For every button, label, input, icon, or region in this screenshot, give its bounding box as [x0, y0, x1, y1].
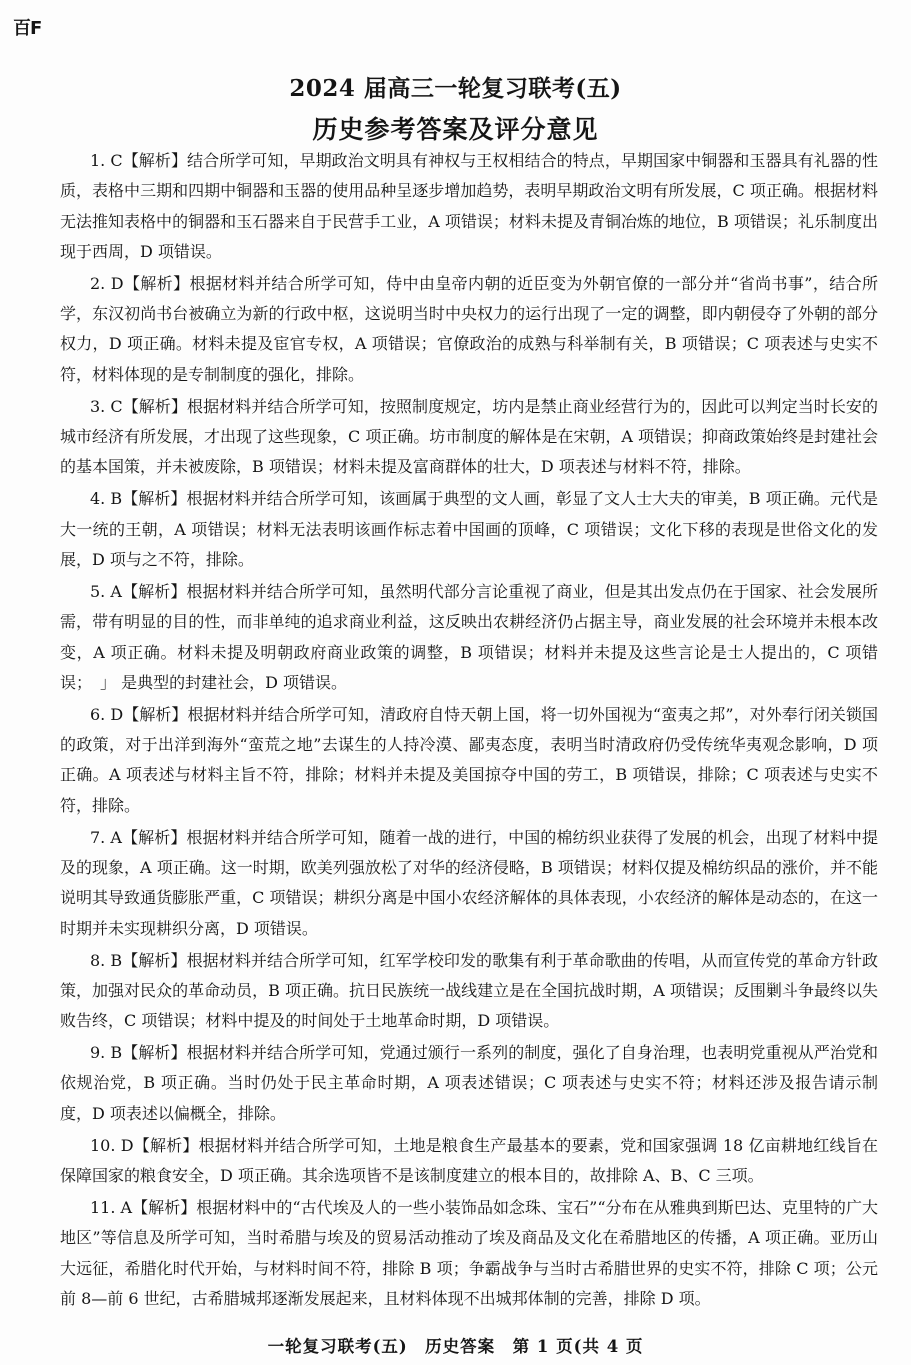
answer-item-7: 7. A【解析】根据材料并结合所学可知，随着一战的进行，中国的棉纺织业获得了发展的机会，出现了材料中提及的现象，A 项正确。这一时期，欧美列强放松了对华的经济侵略，B 项错误；材料仅提及棉纺织品的涨价，并不能说明其导致通货膨胀严重，C 项错误；耕织分离是中国小农经济解体的具体表现，小农经济的解体是动态的，在这一时期并未实现耕织分离，D 项错误。	[60, 827, 878, 938]
answer-item-3: 3. C【解析】根据材料并结合所学可知，按照制度规定，坊内是禁止商业经营行为的，因此可以判定当时长安的城市经济有所发展，才出现了这些现象，C 项正确。坊市制度的解体是在宋朝，A 项错误；抑商政策始终是封建社会的基本国策，并未被废除，B 项错误；材料未提及富商群体的壮大，D 项表述与材料不符，排除。	[60, 396, 878, 477]
answer-list	[60, 146, 878, 1316]
answer-item-10: 10. D【解析】根据材料并结合所学可知，土地是粮食生产最基本的要素，党和国家强调 18 亿亩耕地红线旨在保障国家的粮食安全，D 项正确。其余选项皆不是该制度建立的根本目的，故排除 A、B、C 三项。	[60, 1135, 878, 1185]
answer-item-4: 4. B【解析】根据材料并结合所学可知，该画属于典型的文人画，彰显了文人士大夫的审美，B 项正确。元代是大一统的王朝，A 项错误；材料无法表明该画作标志着中国画的顶峰，C 项错误；文化下移的表现是世俗文化的发展，D 项与之不符，排除。	[60, 489, 878, 569]
answer-item-6: 6. D【解析】根据材料并结合所学可知，清政府自恃天朝上国，将一切外国视为“蛮夷之邦”，对外奉行闭关锁国的政策，对于出洋到海外“蛮荒之地”去谋生的人持冷漠、鄙夷态度，表明当时清政府仍受传统华夷观念影响，D 项正确。A 项表述与材料主旨不符，排除；材料并未提及美国掠夺中国的劳工，B 项错误，排除；C 项表述与史实不符，排除。	[60, 704, 878, 815]
answer-item-9: 9. B【解析】根据材料并结合所学可知，党通过颁行一系列的制度，强化了自身治理，也表明党重视从严治党和依规治党，B 项正确。当时仍处于民主革命时期，A 项表述错误；C 项表述与史实不符；材料还涉及报告请示制度，D 项表述以偏概全，排除。	[60, 1043, 878, 1123]
answer-item-11: 11. A【解析】根据材料中的“古代埃及人的一些小装饰品如念珠、宝石”“分布在从雅典到斯巴达、克里特的广大地区”等信息及所学可知，当时希腊与埃及的贸易活动推动了埃及商品及文化在希腊地区的传播，A 项正确。亚历山大远征，希腊化时代开始，与材料时间不符，排除 B 项；争霸战争与当时古希腊世界的史实不符，排除 C 项；公元前 8—前 6 世纪，古希腊城邦逐渐发展起来，且材料体现不出城邦体制的完善，排除 D 项。	[60, 1197, 878, 1308]
answer-item-5: 5. A【解析】根据材料并结合所学可知，虽然明代部分言论重视了商业，但是其出发点仍在于国家、社会发展所需，带有明显的目的性，而非单纯的追求商业利益，这反映出农耕经济仍占据主导，商业发展的社会环境并未根本改变，A 项正确。材料未提及明朝政府商业政策的调整，B 项错误；材料并未提及这些言论是士人提出的，C 项错误； 」 是典型的封建社会，D 项错误。	[60, 581, 878, 692]
document-subtitle: 历史参考答案及评分意见	[312, 115, 599, 144]
publisher-logo: 百F	[13, 18, 42, 39]
exam-title: 2024 届高三一轮复习联考(五)	[289, 75, 622, 102]
answer-item-8: 8. B【解析】根据材料并结合所学可知，红军学校印发的歌集有利于革命歌曲的传唱，从而宣传党的革命方针政策，加强对民众的革命动员，B 项正确。抗日民族统一战线建立是在全国抗战时期，A 项错误；反围剿斗争最终以失败告终，C 项错误；材料中提及的时间处于土地革命时期，D 项错误。	[60, 950, 878, 1031]
page-footer: 一轮复习联考(五) 历史答案 第 1 页(共 4 页	[267, 1337, 644, 1356]
answer-item-1: 1. C【解析】结合所学可知，早期政治文明具有神权与王权相结合的特点，早期国家中铜器和玉器具有礼器的性质，表格中三期和四期中铜器和玉器的使用品种呈逐步增加趋势，表明早期政治文明有所发展，C 项正确。根据材料无法推知表格中的铜器和玉石器来自于民营手工业，A 项错误；材料未提及青铜冶炼的地位，B 项错误；礼乐制度出现于西周，D 项错误。	[60, 151, 878, 261]
answer-item-2: 2. D【解析】根据材料并结合所学可知，侍中由皇帝内朝的近臣变为外朝官僚的一部分并“省尚书事”，结合所学，东汉初尚书台被确立为新的行政中枢，这说明当时中央权力的运行出现了一定的调整，即内朝侵夺了外朝的部分权力，D 项正确。材料未提及宦官专权，A 项错误；官僚政治的成熟与科举制有关，B 项错误；C 项表述与史实不符，材料体现的是专制制度的强化，排除。	[60, 273, 878, 384]
